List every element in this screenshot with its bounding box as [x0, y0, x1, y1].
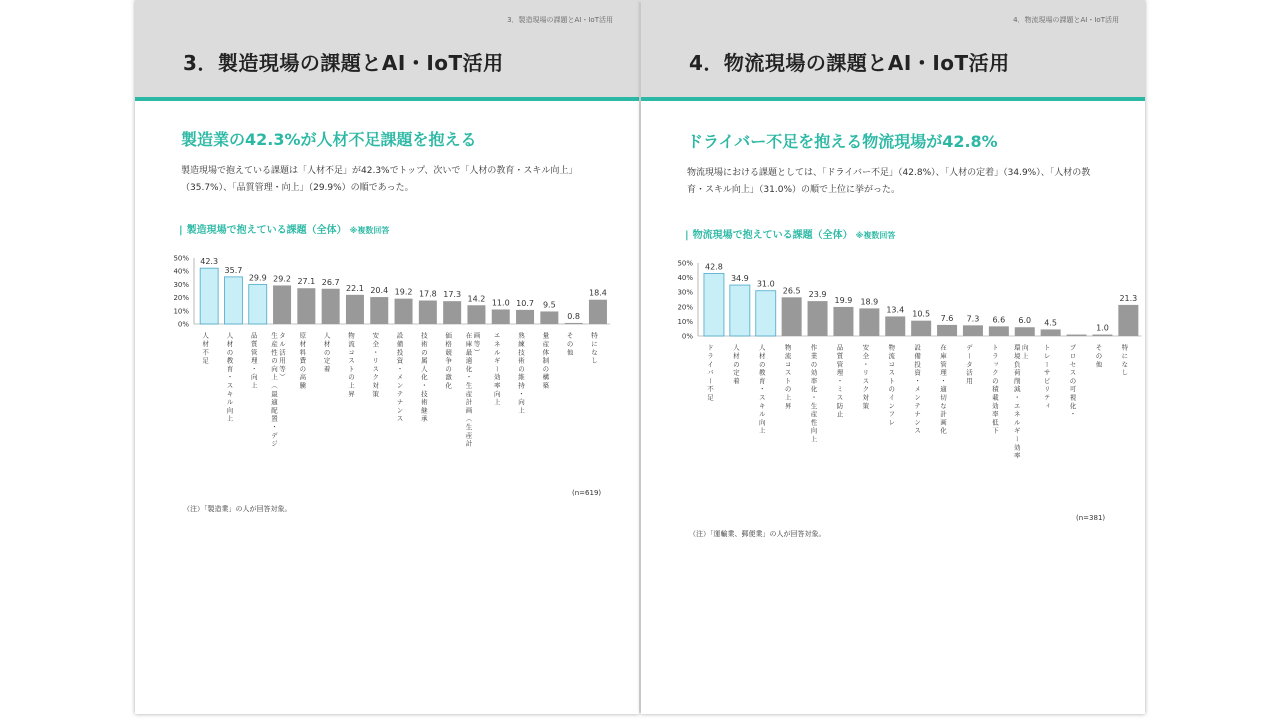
bar: [249, 285, 267, 324]
data-label: 18.9: [860, 297, 879, 307]
bar: [370, 297, 388, 324]
bar: [419, 301, 437, 324]
y-tick-label: 50%: [677, 259, 693, 268]
category-label: その他: [565, 332, 574, 357]
category-label: エネルギー効率向上: [492, 332, 501, 407]
bar: [756, 291, 776, 336]
category-label: 画等）: [472, 332, 481, 357]
bar: [1067, 335, 1087, 336]
data-label: 6.0: [1018, 316, 1032, 326]
running-header: 3．製造現場の課題とAI・IoT活用: [507, 16, 613, 24]
footnote: （注）「製造業」の人が回答対象。: [183, 505, 292, 513]
bar: [224, 277, 242, 324]
bar: [322, 289, 340, 324]
y-tick-label: 30%: [173, 280, 189, 289]
category-label: 品質管理・向上: [249, 332, 258, 391]
bar: [782, 297, 802, 336]
data-label: 26.7: [321, 277, 340, 287]
bar-chart-logistics: [667, 255, 1138, 485]
category-label: 熟練技術の維持・向上: [517, 332, 526, 415]
bar: [963, 325, 983, 336]
y-tick-label: 0%: [681, 332, 693, 341]
data-label: 42.8: [705, 262, 723, 272]
category-label: 安全・リスク対策: [861, 344, 870, 411]
page-header: [135, 0, 639, 101]
data-label: 17.8: [418, 289, 437, 299]
bar: [808, 301, 828, 336]
chart-title-text: 製造現場で抱えている課題（全体）: [186, 225, 347, 236]
category-label: 環境負荷削減・エネルギー効率: [1012, 344, 1021, 461]
bar: [1015, 327, 1035, 336]
chart-title-text: 物流現場で抱えている課題（全体）: [692, 230, 853, 241]
category-label: トレーサビリティ: [1042, 344, 1051, 411]
y-tick-label: 50%: [173, 254, 189, 263]
data-label: 29.9: [248, 273, 267, 283]
category-label: トラックの積載効率低下: [990, 344, 999, 436]
bar: [540, 311, 558, 324]
category-label: 価格競争の激化: [444, 332, 453, 391]
data-label: 0.8: [567, 311, 581, 321]
category-label: タル活用等）: [278, 332, 287, 382]
chart-title-marker: |: [179, 225, 183, 236]
chart-title-marker: |: [685, 230, 689, 241]
data-label: 23.9: [808, 290, 827, 300]
y-tick-label: 10%: [173, 307, 189, 316]
category-label: ドライバー不足: [705, 344, 714, 403]
y-tick-label: 40%: [677, 274, 693, 283]
category-label: 品質管理・ミス防止: [835, 344, 844, 419]
category-label: 特になし: [1120, 344, 1129, 378]
category-label: 物流コストの上昇: [346, 332, 355, 399]
data-label: 19.9: [834, 295, 853, 305]
data-label: 10.5: [912, 309, 931, 319]
running-header: 4．物流現場の課題とAI・IoT活用: [1013, 16, 1119, 24]
data-label: 7.6: [940, 313, 954, 323]
bar: [395, 299, 413, 324]
sample-size-label: (n=619): [572, 489, 602, 497]
body-paragraph: 製造現場で抱えている課題は「人材不足」が42.3%でトップ、次いで「人材の教育・スキル向上」（35.7%）、「品質管理・向上」（29.9%）の順であった。: [181, 166, 578, 193]
bar: [565, 323, 583, 324]
bar: [467, 305, 485, 324]
chart-title: [685, 226, 895, 241]
data-label: 11.0: [491, 298, 510, 308]
category-label: 物流コストのインフレ: [887, 344, 896, 427]
category-label: 物流コストの上昇: [783, 344, 792, 411]
sample-size-label: (n=381): [1076, 514, 1106, 522]
data-label: 26.5: [782, 286, 801, 296]
category-label: 作業の効率化・生産性向上: [809, 344, 818, 444]
data-label: 18.4: [589, 288, 607, 298]
section-headline: 製造業の42.3%が人材不足課題を抱える: [181, 130, 477, 149]
bar: [859, 308, 879, 336]
page-header: [641, 0, 1145, 101]
data-label: 14.2: [467, 294, 486, 304]
data-label: 4.5: [1044, 318, 1058, 328]
y-tick-label: 10%: [677, 317, 693, 326]
y-tick-label: 40%: [173, 267, 189, 276]
bar: [273, 285, 291, 324]
data-label: 27.1: [297, 277, 316, 287]
bar-chart-manufacturing: [165, 250, 605, 470]
data-label: 1.0: [1096, 323, 1109, 333]
category-label: 設備投資・メンテナンス: [395, 332, 404, 424]
data-label: 9.5: [542, 300, 556, 310]
body-paragraph: 物流現場における課題としては、「ドライバー不足」（42.8%）、「人材の定着」（34.9%）、「人材の教育・スキル向上」（31.0%）の順で上位に挙がった。: [687, 168, 1091, 195]
data-label: 31.0: [756, 279, 775, 289]
bar: [297, 288, 315, 324]
bar: [833, 307, 853, 336]
document-page-manufacturing: [135, 0, 639, 714]
data-label: 13.4: [886, 305, 905, 315]
category-label: プロセスの可視化・: [1068, 344, 1077, 419]
data-label: 22.1: [346, 283, 364, 293]
category-label: 人材の定着: [731, 344, 740, 386]
category-label: 原材料費の高騰: [298, 332, 307, 391]
y-tick-label: 0%: [177, 320, 189, 329]
category-label: 人材不足: [201, 332, 210, 366]
data-label: 10.7: [516, 298, 534, 308]
bar: [885, 316, 905, 336]
footnote: （注）「運輸業、郵便業」の人が回答対象。: [689, 530, 826, 538]
category-label: その他: [1094, 344, 1103, 369]
data-label: 6.6: [992, 315, 1006, 325]
category-label: 安全・リスク対策: [371, 332, 380, 399]
category-label: 量産体制の構築: [541, 332, 550, 391]
bar: [516, 310, 534, 324]
bar: [911, 321, 931, 336]
chart-title: [179, 221, 389, 236]
bar: [937, 325, 957, 336]
data-label: 34.9: [730, 274, 749, 284]
category-label: 人材の教育・スキル向上: [757, 344, 766, 436]
category-label: 在庫最適化・生産計画（生産計: [464, 332, 473, 449]
data-label: 17.3: [443, 290, 462, 300]
y-tick-label: 20%: [173, 294, 189, 303]
chart-note: ※複数回答: [855, 231, 896, 240]
data-label: 19.2: [394, 287, 413, 297]
document-page-logistics: [641, 0, 1145, 714]
bar: [589, 300, 607, 324]
data-label: 29.2: [273, 274, 291, 284]
bar: [443, 301, 461, 324]
category-label: 技術の属人化・技術継承: [419, 332, 428, 424]
category-label: 生産性の向上（最適配置・デジ: [270, 332, 279, 449]
category-label: 設備投資・メンテナンス: [913, 344, 922, 436]
data-label: 35.7: [224, 265, 243, 275]
bar: [346, 295, 364, 324]
data-label: 21.3: [1119, 293, 1138, 303]
section-headline: ドライバー不足を抱える物流現場が42.8%: [687, 132, 998, 151]
data-label: 20.4: [370, 286, 389, 296]
page-title: 3．製造現場の課題とAI・IoT活用: [183, 51, 504, 75]
bar: [1041, 329, 1061, 336]
bar: [730, 285, 750, 336]
category-label: 人材の定着: [322, 332, 331, 374]
data-label: 42.3: [200, 257, 219, 267]
bar: [200, 268, 218, 324]
bar: [492, 309, 510, 324]
category-label: 特になし: [589, 332, 598, 366]
chart-note: ※複数回答: [349, 226, 390, 235]
y-tick-label: 30%: [677, 288, 693, 297]
data-label: 7.3: [966, 314, 980, 324]
category-label: データ活用: [964, 344, 973, 386]
bar: [704, 274, 724, 336]
category-label: 向上: [1020, 344, 1029, 361]
y-tick-label: 20%: [677, 303, 693, 312]
bar: [1118, 305, 1138, 336]
category-label: 人材の教育・スキル向上: [225, 332, 234, 424]
category-label: 在庫管理・適切な計画化: [939, 344, 948, 436]
page-title: 4．物流現場の課題とAI・IoT活用: [689, 51, 1010, 75]
bar: [989, 326, 1009, 336]
bar: [1092, 335, 1112, 336]
